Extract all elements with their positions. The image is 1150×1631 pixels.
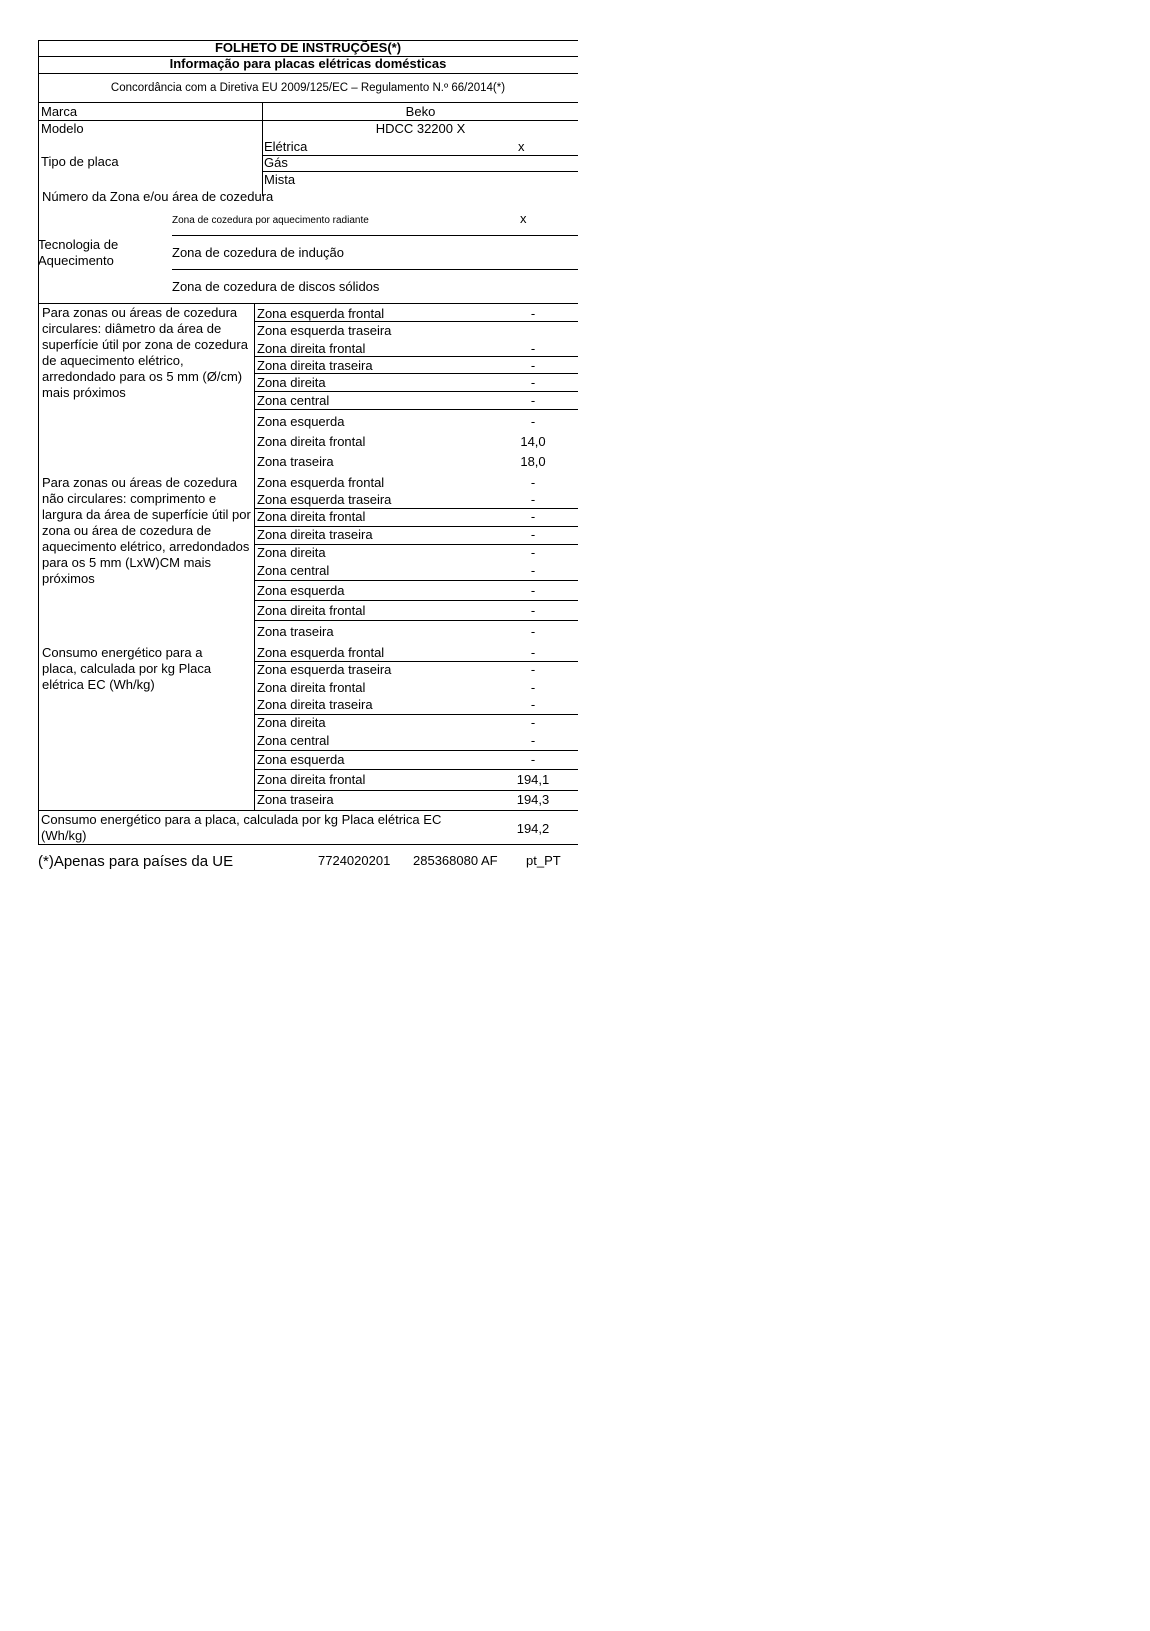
frame-left-border (38, 40, 39, 845)
zone-value: - (530, 527, 536, 542)
zone-value: - (530, 752, 536, 767)
zone-name: Zona direita frontal (257, 341, 366, 356)
zone-name: Zona direita (257, 715, 326, 730)
zone-name: Zona esquerda (257, 583, 345, 598)
zone-value: - (530, 414, 536, 429)
zone-name: Zona esquerda traseira (257, 492, 392, 507)
footer-code-2: 285368080 AF (413, 853, 498, 868)
zone-row-divider (254, 769, 578, 770)
solid-disc-zone-label: Zona de cozedura de discos sólidos (172, 279, 380, 294)
zone-value: - (530, 680, 536, 695)
zone-row-divider (254, 620, 578, 621)
zone-value: - (530, 697, 536, 712)
zone-name: Zona traseira (257, 454, 334, 469)
zone-name: Zona direita traseira (257, 527, 373, 542)
zone-value: - (530, 492, 536, 507)
sections-column-divider (254, 303, 255, 811)
hob-type-electric-label: Elétrica (264, 139, 308, 154)
zone-name: Zona traseira (257, 792, 334, 807)
sheet-subtitle: Informação para placas elétricas domésticas (169, 56, 447, 71)
zone-name: Zona direita frontal (257, 434, 366, 449)
sheet-title: FOLHETO DE INSTRUÇÕES(*) (214, 40, 402, 55)
zone-value: - (530, 715, 536, 730)
zone-value: 18,0 (520, 454, 546, 469)
zone-row-divider (254, 321, 578, 322)
zone-value: - (530, 306, 536, 321)
zone-name: Zona direita frontal (257, 680, 366, 695)
radiant-zone-mark: x (520, 211, 527, 226)
zone-name: Zona direita (257, 375, 326, 390)
footer-locale: pt_PT (526, 853, 561, 868)
section-label-circular: Para zonas ou áreas de cozedura circulares: diâmetro da área de superfície útil por zona de cozedura de aquecimento elétrico, arredondado para os 5 mm (Ø/cm) mais próximos (42, 305, 248, 400)
hob-type-divider (262, 155, 578, 156)
zone-name: Zona esquerda frontal (257, 306, 385, 321)
radiant-zone-label: Zona de cozedura por aquecimento radiante (172, 215, 369, 226)
zone-row-divider (254, 356, 578, 357)
zone-row-divider (254, 409, 578, 410)
zone-row-divider (254, 790, 578, 791)
zone-value: - (530, 393, 536, 408)
hob-type-label: Tipo de placa (41, 154, 119, 169)
zone-name: Zona esquerda traseira (257, 323, 392, 338)
zone-value: - (530, 545, 536, 560)
heating-bottom-divider (38, 303, 578, 304)
frame-bottom-border (38, 844, 578, 845)
section-label-energy-consumption: Consumo energético para a placa, calculada por kg Placa elétrica EC (Wh/kg) (42, 645, 212, 692)
zone-name: Zona esquerda frontal (257, 475, 385, 490)
zone-row-divider (254, 750, 578, 751)
hob-type-divider (262, 171, 578, 172)
zone-row-divider (254, 373, 578, 374)
heating-divider (172, 269, 578, 270)
zone-row-divider (254, 580, 578, 581)
zone-value: 194,3 (516, 792, 550, 807)
zone-value: - (530, 509, 536, 524)
zone-name: Zona direita traseira (257, 358, 373, 373)
zone-name: Zona esquerda (257, 752, 345, 767)
model-label: Modelo (41, 121, 84, 136)
brand-label: Marca (41, 104, 78, 119)
zone-value: 14,0 (520, 434, 546, 449)
compliance-text: Concordância com a Diretiva EU 2009/125/EC – Regulamento N.º 66/2014(*) (110, 82, 506, 94)
zone-value: - (530, 375, 536, 390)
zone-value: - (530, 603, 536, 618)
zone-value: - (530, 563, 536, 578)
zone-name: Zona central (257, 733, 330, 748)
zone-name: Zona direita frontal (257, 772, 366, 787)
zone-name: Zona esquerda traseira (257, 662, 392, 677)
zone-name: Zona direita frontal (257, 509, 366, 524)
model-value: HDCC 32200 X (375, 121, 466, 136)
zone-row-divider (254, 600, 578, 601)
zone-value: - (530, 475, 536, 490)
zone-value: - (530, 733, 536, 748)
zone-value: - (530, 624, 536, 639)
section-label-non-circular: Para zonas ou áreas de cozedura não circulares: comprimento e largura da área de superfície útil por zona ou área de cozedura de aquecimento elétrico, arredondados para os 5 mm (LxW)CM mais próximos (42, 475, 251, 586)
hob-type-gas-label: Gás (264, 155, 288, 170)
brand-value: Beko (405, 104, 436, 119)
hob-type-mixed-label: Mista (264, 172, 296, 187)
zone-name: Zona traseira (257, 624, 334, 639)
zone-value: - (530, 662, 536, 677)
compliance-divider (38, 102, 578, 103)
heating-technology-label: Tecnologia de Aquecimento (38, 237, 119, 268)
zone-name: Zona esquerda (257, 414, 345, 429)
zone-name: Zona direita (257, 545, 326, 560)
zone-name: Zona direita frontal (257, 603, 366, 618)
footer-note: (*)Apenas para países da UE (38, 853, 234, 870)
zone-value: - (530, 583, 536, 598)
total-divider (38, 810, 578, 811)
zone-name: Zona direita traseira (257, 697, 373, 712)
zone-name: Zona central (257, 393, 330, 408)
total-consumption-value: 194,2 (516, 821, 550, 836)
induction-zone-label: Zona de cozedura de indução (172, 245, 345, 260)
zone-row-divider (254, 391, 578, 392)
hob-type-electric-mark: x (518, 139, 525, 154)
zone-value: - (530, 358, 536, 373)
total-consumption-label: Consumo energético para a placa, calculada por kg Placa elétrica EC (Wh/kg) (41, 812, 442, 843)
footer-code-1: 7724020201 (318, 853, 391, 868)
zone-name: Zona esquerda frontal (257, 645, 385, 660)
zone-value: - (530, 341, 536, 356)
zone-value: - (530, 645, 536, 660)
heating-divider (172, 235, 578, 236)
zone-name: Zona central (257, 563, 330, 578)
zone-value: 194,1 (516, 772, 550, 787)
zone-number-label: Número da Zona e/ou área de cozedura (42, 189, 274, 204)
subtitle-divider (38, 73, 578, 74)
